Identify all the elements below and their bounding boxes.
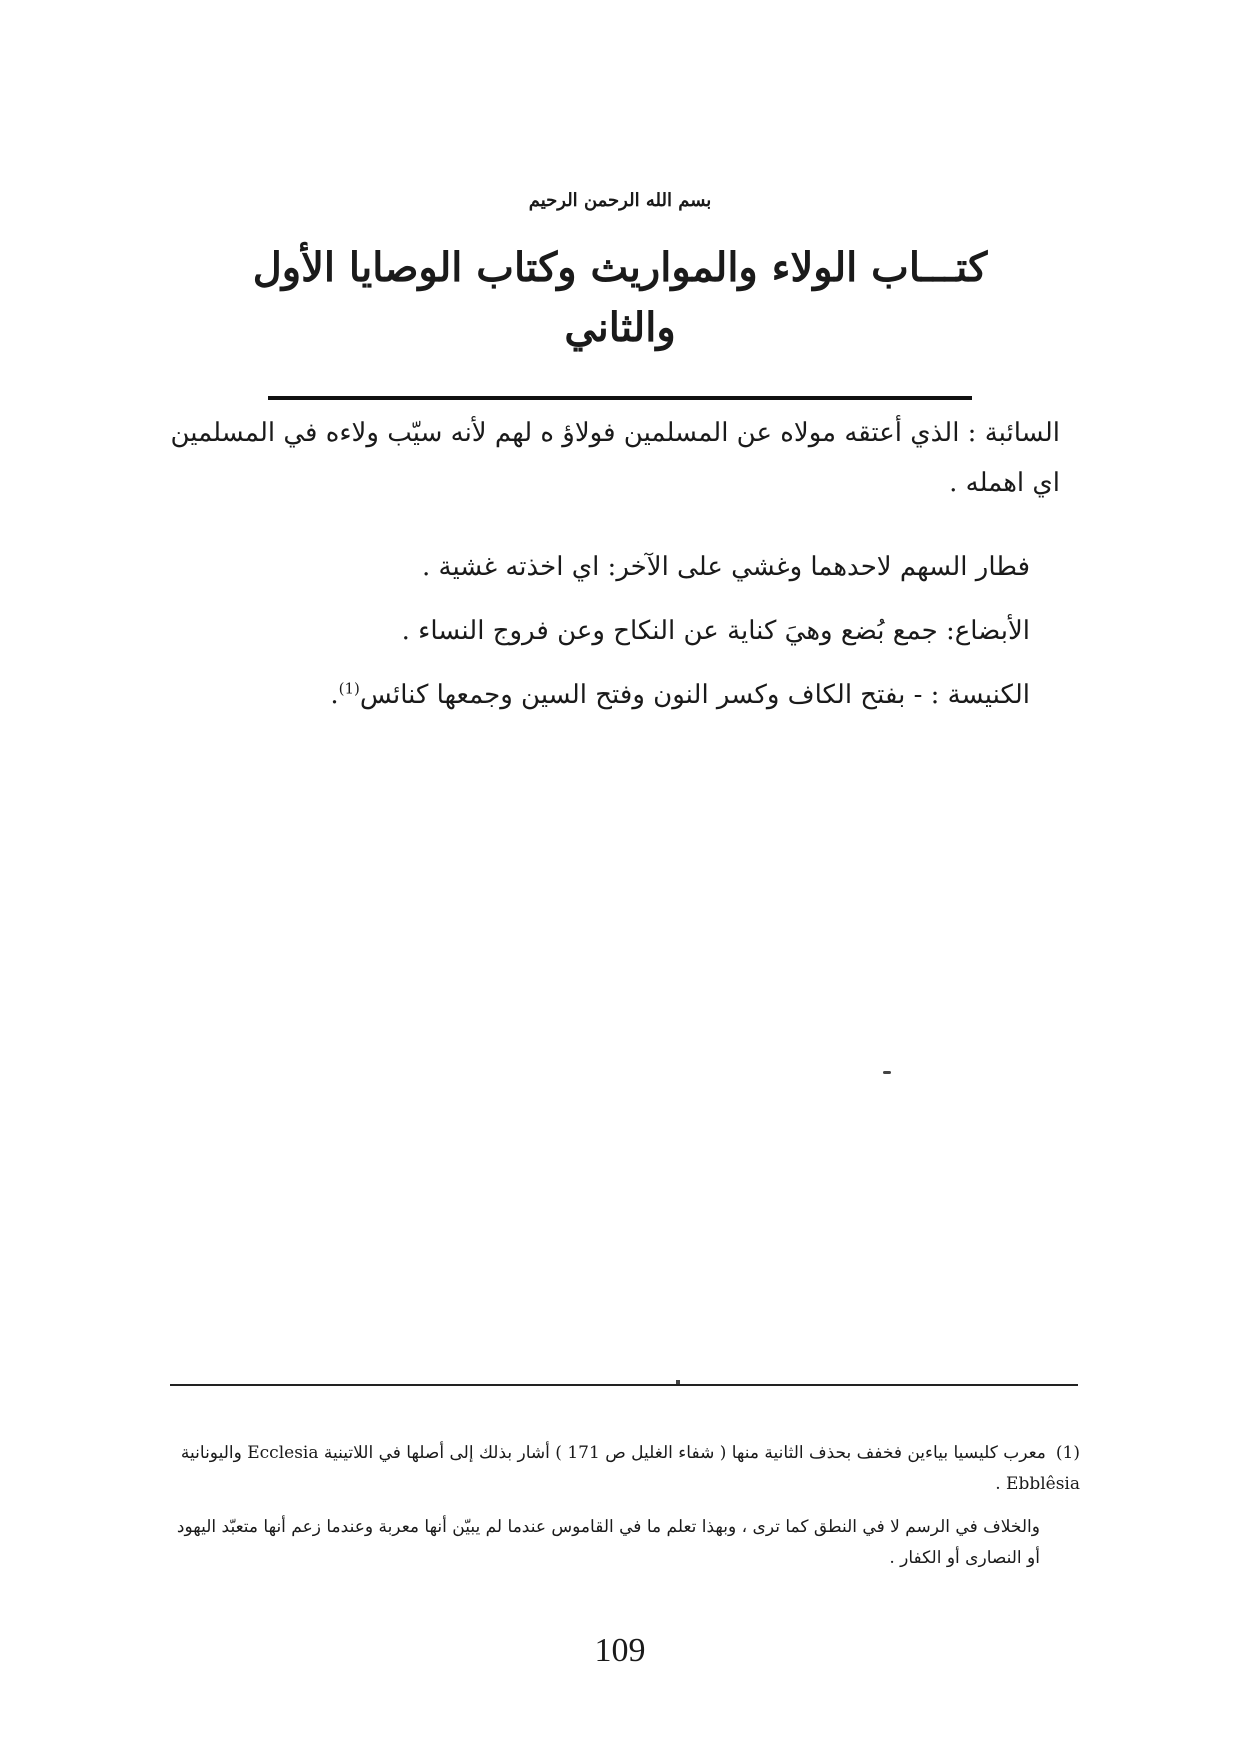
footnote-divider <box>170 1384 1078 1386</box>
paragraph-abda: الأبضاع: جمع بُضع وهيَ كناية عن النكاح وعن فروج النساء . <box>401 616 1030 646</box>
paragraph-saiba: السائبة : الذي أعتقه مولاه عن المسلمين فولاؤ ه لهم لأنه سيّب ولاءه في المسلمين اي اهمله . <box>170 418 1060 498</box>
title-divider <box>268 396 972 400</box>
basmala: بسم الله الرحمن الرحيم <box>528 190 712 211</box>
paragraph-fatar: فطار السهم لاحدهما وغشي على الآخر: اي اخذته غشية . <box>421 552 1030 582</box>
page-number: 109 <box>594 1632 646 1669</box>
paragraph-kanisa-end: . <box>330 680 339 710</box>
footnote-1 <box>170 1438 1080 1500</box>
scan-speck <box>883 1071 891 1074</box>
scan-mark <box>676 1380 680 1384</box>
chapter-title: كتـــاب الولاء والمواريث وكتاب الوصايا الأول والثاني <box>252 244 988 351</box>
paragraph-kanisa <box>160 670 1030 720</box>
footnote-1-continued: والخلاف في الرسم لا في النطق كما ترى ، وبهذا تعلم ما في القاموس عندما لم يبيّن أنها معربة وعندما زعم أنها متعبّد اليهود أو النصارى أو الكفار . <box>176 1517 1040 1568</box>
footnote-1-number: (1) <box>1055 1443 1080 1463</box>
footnote-1-text: معرب كليسيا بياءين فخفف بحذف الثانية منها ( شفاء الغليل ص 171 ) أشار بذلك إلى أصلها في اللاتينية Ecclesia واليونانية Ebblêsia . <box>180 1443 1080 1494</box>
footnote-reference: (1) <box>338 679 360 698</box>
paragraph-kanisa-text: الكنيسة : - بفتح الكاف وكسر النون وفتح السين وجمعها كنائس <box>359 680 1030 710</box>
